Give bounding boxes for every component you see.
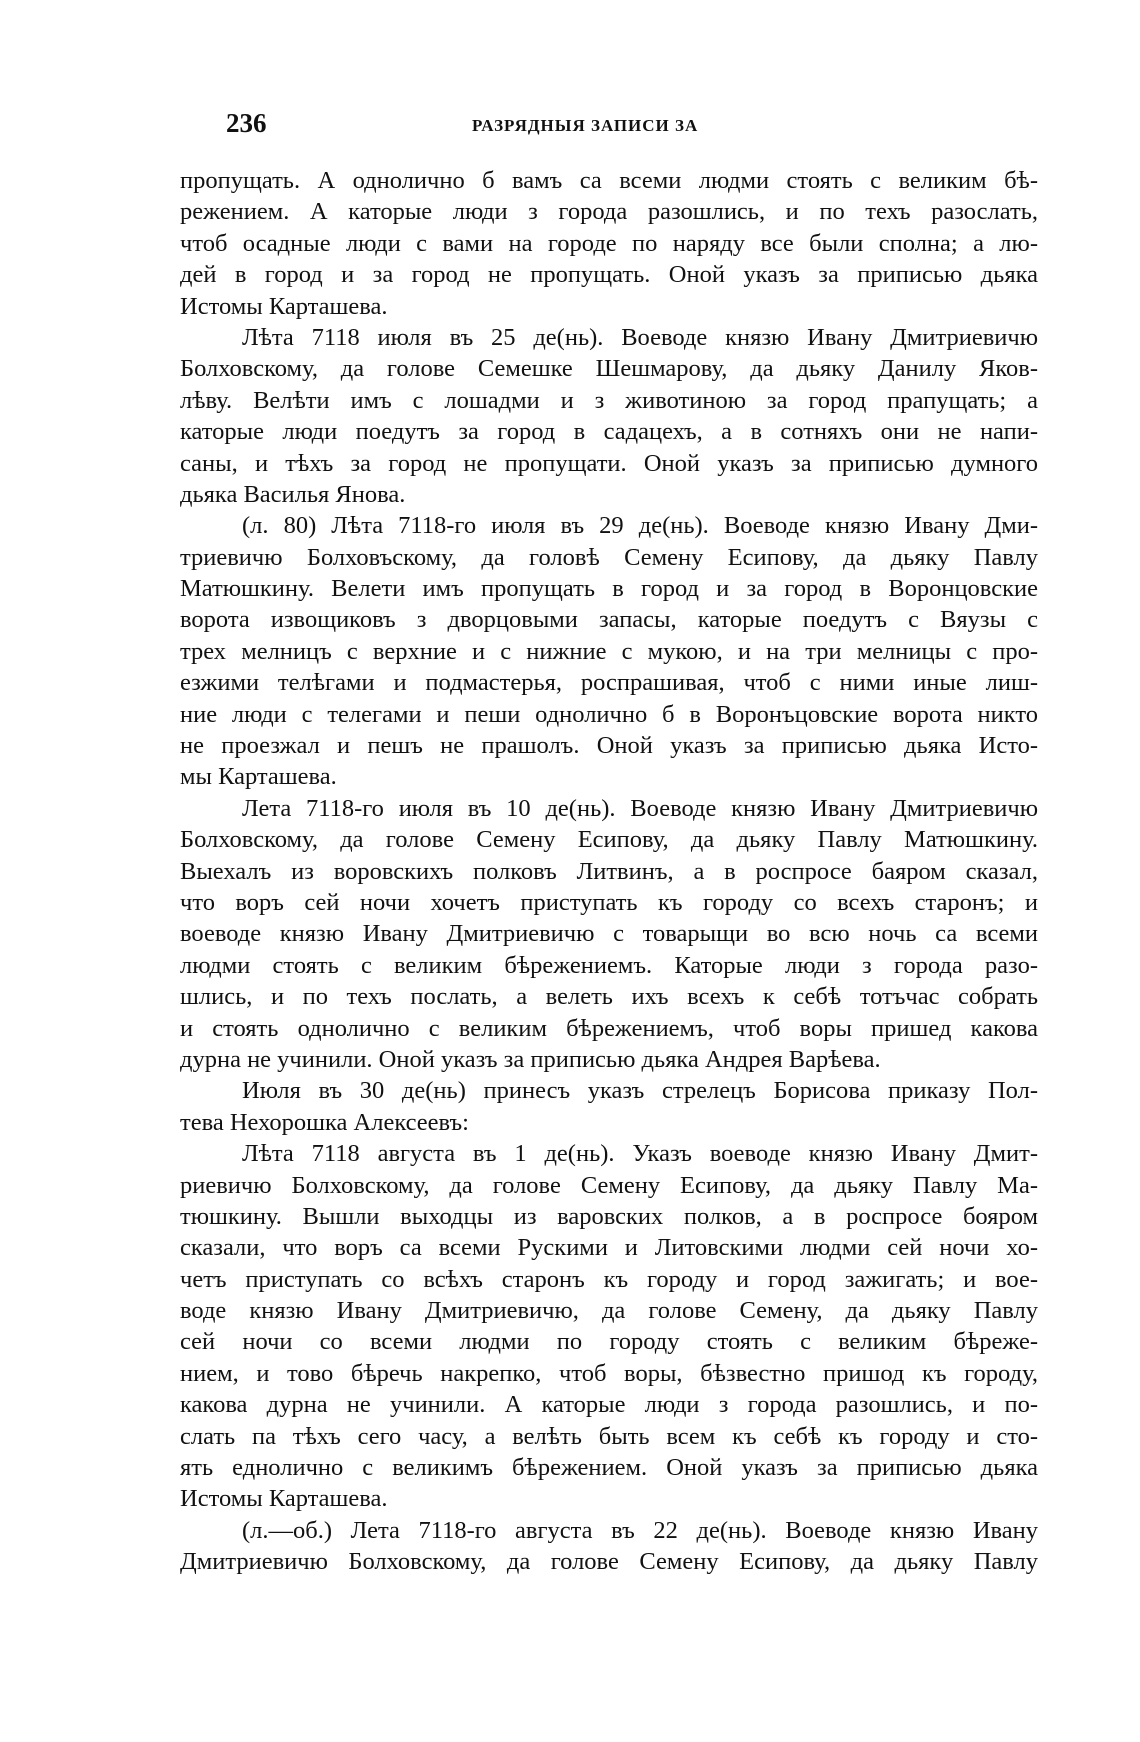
text-line: трех мелницъ с верхние и с нижние с мукою, и на три мелницы с про- [180,637,1038,665]
text-line: ние люди с телегами и пеши однолично б в Воронъцовские ворота никто [180,700,1038,728]
text-line: Истомы Карташева. [180,292,388,320]
page-header [180,108,1038,148]
text-line: риевичю Болховскому, да голове Семену Есипову, да дьяку Павлу Ма- [180,1171,1038,1199]
text-line: тева Нехорошка Алексеевъ: [180,1108,469,1136]
text-line: режением. А каторые люди з города разошлись, и по техъ разослать, [180,198,1038,226]
text-line: Лѣта 7118 июля въ 25 де(нь). Воеводе князю Ивану Дмитриевичю [242,323,1038,351]
body-text [180,165,1038,1595]
text-line: дей в город и за город не пропущать. Оной указъ за приписью дьяка [180,261,1038,289]
text-line: не проезжал и пешъ не прашолъ. Оной указъ за приписью дьяка Исто- [180,732,1038,760]
text-line: Июля въ 30 де(нь) принесъ указъ стрелецъ Борисова приказу Пол- [242,1077,1038,1105]
text-line: дурна не учинили. Оной указъ за приписью дьяка Андрея Варѣева. [180,1045,881,1073]
text-line: лѣву. Велѣти имъ с лошадми и з животиною за город прапущать; а [180,386,1038,414]
text-line: сей ночи со всеми людми по городу стоять с великим бѣреже- [180,1328,1038,1356]
text-line: Дмитриевичю Болховскому, да голове Семену Есипову, да дьяку Павлу [180,1548,1038,1576]
text-line: Болховскому, да голове Семешке Шешмарову, да дьяку Данилу Яков- [180,355,1038,383]
text-line: дьяка Василья Янова. [180,480,406,508]
text-line: ворота извощиковъ з дворцовыми запасы, каторые поедутъ с Вяузы с [180,606,1038,634]
text-line: чтоб осадные люди с вами на городе по наряду все были сполна; а лю- [180,229,1038,257]
text-line: тюшкину. Вышли выходцы из варовских полков, а в роспросе бояром [180,1202,1038,1230]
running-head: РАЗРЯДНЫЯ ЗАПИСИ ЗА [472,116,699,135]
text-line: людми стоять с великим бѣрежениемъ. Каторые люди з города разо- [180,951,1038,979]
text-line: мы Карташева. [180,763,337,791]
text-line: каторые люди поедутъ за город в садацехъ, а в сотняхъ они не напи- [180,418,1038,446]
text-line: что воръ сей ночи хочетъ приступать къ городу со всехъ старонъ; и [180,888,1038,916]
text-line: воеводе князю Ивану Дмитриевичю с товарыщи во всю ночь са всеми [180,920,1038,948]
text-line: пропущать. А однолично б вамъ са всеми людми стоять с великим бѣ- [180,167,1038,194]
text-line: воде князю Ивану Дмитриевичю, да голове Семену, да дьяку Павлу [180,1297,1038,1325]
text-line: (л. 80) Лѣта 7118-го июля въ 29 де(нь). Воеводе князю Ивану Дми- [242,512,1038,540]
text-line: Выехалъ из воровскихъ полковъ Литвинъ, а в роспросе баяром сказал, [180,857,1038,885]
page-number: 236 [226,108,267,138]
text-line: саны, и тѣхъ за город не пропущати. Оной указъ за приписью думного [180,449,1038,477]
text-line: Истомы Карташева. [180,1485,388,1513]
text-line: нием, и тово бѣречь накрепко, чтоб воры, бѣзвестно пришод къ городу, [180,1359,1038,1387]
text-line: триевичю Болховъскому, да головѣ Семену Есипову, да дьяку Павлу [180,543,1038,571]
text-line: езжими телѣгами и подмастерья, роспрашивая, чтоб с ними иные лиш- [180,669,1038,697]
text-line: какова дурна не учинили. А каторые люди з города разошлись, и по- [180,1391,1038,1419]
text-line: Лѣта 7118 августа въ 1 де(нь). Указъ воеводе князю Ивану Дмит- [242,1140,1038,1168]
text-line: и стоять однолично с великим бѣрежениемъ, чтоб воры пришед какова [180,1014,1038,1042]
text-line: шлись, и по техъ послать, а велеть ихъ всехъ к себѣ тотъчас собрать [180,983,1038,1011]
text-line: Матюшкину. Велети имъ пропущать в город и за город в Воронцовские [180,575,1038,603]
text-line: Болховскому, да голове Семену Есипову, да дьяку Павлу Матюшкину. [180,826,1038,854]
text-line: сказали, что воръ са всеми Рускими и Литовскими людми сей ночи хо- [180,1234,1038,1262]
text-line: ять еднолично с великимъ бѣрежением. Оной указъ за приписью дьяка [180,1454,1038,1482]
text-line: слать па тѣхъ сего часу, а велѣть быть всем къ себѣ къ городу и сто- [180,1422,1038,1450]
text-line: четъ приступать со всѣхъ старонъ къ городу и город зажигать; и вое- [180,1265,1038,1293]
text-line: Лета 7118-го июля въ 10 де(нь). Воеводе князю Ивану Дмитриевичю [242,794,1038,822]
text-line: (л.—об.) Лета 7118-го августа въ 22 де(нь). Воеводе князю Ивану [242,1516,1038,1544]
